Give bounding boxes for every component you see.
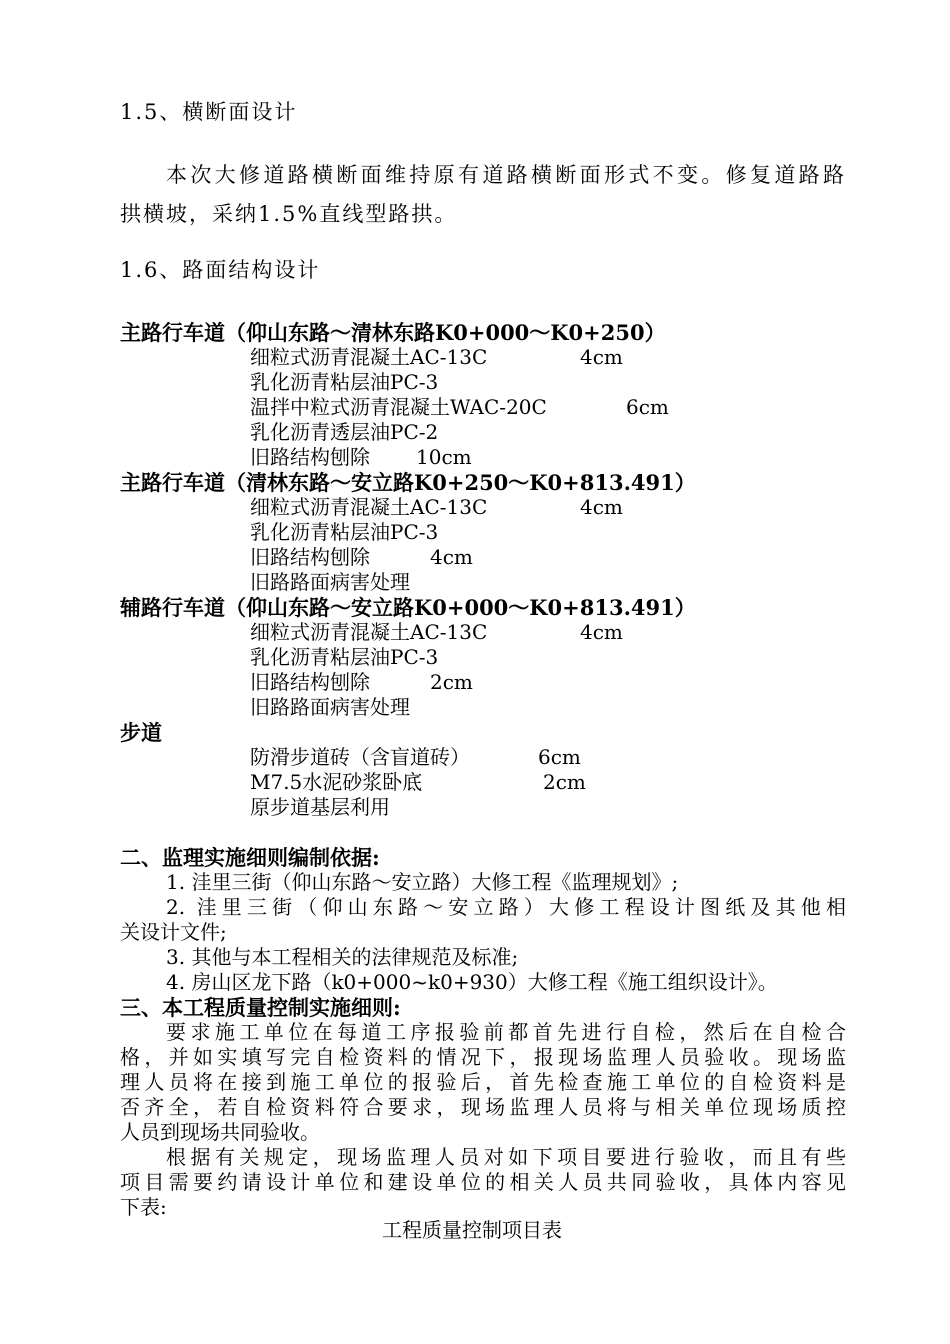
layer-name: 旧路路面病害处理 bbox=[250, 570, 410, 594]
layer-name: 细粒式沥青混凝土AC-13C bbox=[250, 495, 488, 519]
layer-name: 防滑步道砖（含盲道砖） bbox=[250, 745, 470, 769]
layer-name: 原步道基层利用 bbox=[250, 795, 390, 819]
paragraph-line: 项目需要约请设计单位和建设单位的相关人员共同验收，具体内容见 bbox=[120, 1170, 846, 1194]
layer-name: 旧路结构刨除 bbox=[250, 445, 370, 469]
paragraph-line: 下表: bbox=[120, 1195, 167, 1219]
layer-name: 旧路结构刨除 bbox=[250, 545, 370, 569]
layer-thickness: 4cm bbox=[580, 495, 623, 519]
paragraph-line: 否齐全，若自检资料符合要求，现场监理人员将与相关单位现场质控 bbox=[120, 1095, 846, 1119]
layer-name: 旧路结构刨除 bbox=[250, 670, 370, 694]
layer-thickness: 4cm bbox=[580, 345, 623, 369]
layer-thickness: 2cm bbox=[430, 670, 473, 694]
layer-name: 乳化沥青粘层油PC-3 bbox=[250, 370, 439, 394]
pavement-group-title: 步道 bbox=[120, 720, 162, 745]
layer-thickness: 4cm bbox=[430, 545, 473, 569]
basis-item: 4. 房山区龙下路（k0+000~k0+930）大修工程《施工组织设计》。 bbox=[166, 970, 778, 994]
layer-thickness: 2cm bbox=[543, 770, 586, 794]
pavement-group-title: 辅路行车道（仰山东路～安立路K0+000～K0+813.491） bbox=[120, 595, 696, 620]
layer-name: 细粒式沥青混凝土AC-13C bbox=[250, 620, 488, 644]
section-1-5-heading: 1.5、横断面设计 bbox=[120, 100, 298, 124]
basis-item: 1. 洼里三街（仰山东路～安立路）大修工程《监理规划》; bbox=[166, 870, 679, 894]
section-1-5-paragraph-line: 本次大修道路横断面维持原有道路横断面形式不变。修复道路路 bbox=[166, 163, 846, 187]
basis-item: 2. 洼里三街（仰山东路～安立路）大修工程设计图纸及其他相 bbox=[166, 895, 846, 919]
section-3-heading: 三、本工程质量控制实施细则: bbox=[120, 995, 401, 1020]
paragraph-line: 理人员将在接到施工单位的报验后，首先检查施工单位的自检资料是 bbox=[120, 1070, 846, 1094]
layer-name: 旧路路面病害处理 bbox=[250, 695, 410, 719]
section-2-heading: 二、监理实施细则编制依据: bbox=[120, 845, 380, 870]
layer-name: 乳化沥青透层油PC-2 bbox=[250, 420, 439, 444]
table-caption: 工程质量控制项目表 bbox=[382, 1218, 562, 1242]
layer-name: 乳化沥青粘层油PC-3 bbox=[250, 520, 439, 544]
layer-name: M7.5水泥砂浆卧底 bbox=[250, 770, 423, 794]
paragraph-line: 格，并如实填写完自检资料的情况下，报现场监理人员验收。现场监 bbox=[120, 1045, 846, 1069]
layer-name: 细粒式沥青混凝土AC-13C bbox=[250, 345, 488, 369]
basis-item-continued: 关设计文件; bbox=[120, 920, 227, 944]
pavement-group-title: 主路行车道（仰山东路～清林东路K0+000～K0+250） bbox=[120, 320, 666, 345]
paragraph-line: 要求施工单位在每道工序报验前都首先进行自检，然后在自检合 bbox=[166, 1020, 846, 1044]
layer-thickness: 10cm bbox=[416, 445, 472, 469]
section-1-6-heading: 1.6、路面结构设计 bbox=[120, 258, 321, 282]
paragraph-line: 根据有关规定，现场监理人员对如下项目要进行验收，而且有些 bbox=[166, 1145, 846, 1169]
layer-name: 乳化沥青粘层油PC-3 bbox=[250, 645, 439, 669]
layer-name: 温拌中粒式沥青混凝土WAC-20C bbox=[250, 395, 547, 419]
paragraph-line: 人员到现场共同验收。 bbox=[120, 1120, 320, 1144]
layer-thickness: 6cm bbox=[626, 395, 669, 419]
pavement-group-title: 主路行车道（清林东路～安立路K0+250～K0+813.491） bbox=[120, 470, 696, 495]
layer-thickness: 4cm bbox=[580, 620, 623, 644]
layer-thickness: 6cm bbox=[538, 745, 581, 769]
basis-item: 3. 其他与本工程相关的法律规范及标准; bbox=[166, 945, 519, 969]
section-1-5-paragraph-line: 拱横坡，采纳1.5%直线型路拱。 bbox=[120, 202, 458, 226]
